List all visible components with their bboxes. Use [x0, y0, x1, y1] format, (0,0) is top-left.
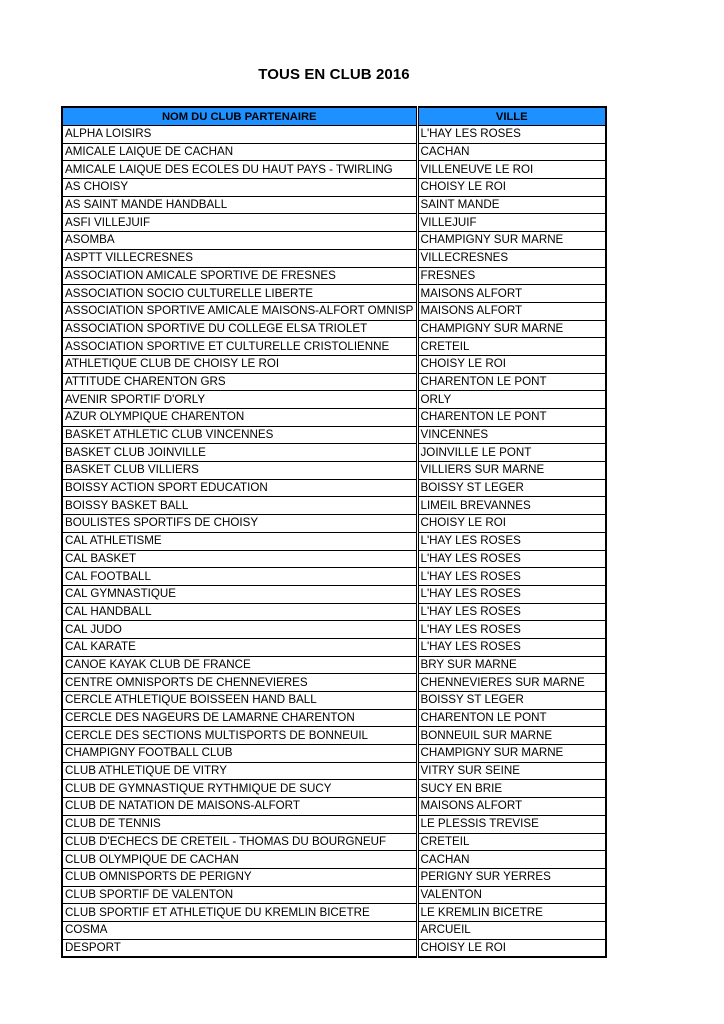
table-row [62, 214, 606, 232]
club-name-cell: CAL GYMNASTIQUE [62, 585, 417, 603]
city-cell: PERIGNY SUR YERRES [417, 868, 606, 886]
city-cell: SAINT MANDE [417, 196, 606, 214]
club-name-cell: BOULISTES SPORTIFS DE CHOISY [62, 515, 417, 533]
club-name-cell: AMICALE LAIQUE DE CACHAN [62, 143, 417, 161]
club-name-cell: ASFI VILLEJUIF [62, 214, 417, 232]
city-cell: CHENNEVIERES SUR MARNE [417, 674, 606, 692]
table-row [62, 939, 606, 957]
club-name-cell: CANOE KAYAK CLUB DE FRANCE [62, 656, 417, 674]
table-row [62, 656, 606, 674]
club-name-cell: CERCLE ATHLETIQUE BOISSEEN HAND BALL [62, 692, 417, 710]
city-cell: L'HAY LES ROSES [417, 638, 606, 656]
table-header-row [62, 107, 606, 126]
table-row [62, 232, 606, 250]
club-name-cell: COSMA [62, 921, 417, 939]
table-row [62, 674, 606, 692]
city-cell: LIMEIL BREVANNES [417, 497, 606, 515]
club-name-cell: CLUB OLYMPIQUE DE CACHAN [62, 851, 417, 869]
clubs-table [61, 106, 607, 958]
club-name-cell: CENTRE OMNISPORTS DE CHENNEVIERES [62, 674, 417, 692]
table-row [62, 302, 606, 320]
table-row [62, 621, 606, 639]
table-row [62, 267, 606, 285]
city-cell: L'HAY LES ROSES [417, 603, 606, 621]
table-row [62, 355, 606, 373]
table-row [62, 921, 606, 939]
city-cell: LE PLESSIS TREVISE [417, 815, 606, 833]
table-row [62, 126, 606, 144]
club-name-cell: CAL JUDO [62, 621, 417, 639]
table-row [62, 338, 606, 356]
table-row [62, 798, 606, 816]
table-row [62, 161, 606, 179]
city-cell: ARCUEIL [417, 921, 606, 939]
club-name-cell: BASKET CLUB VILLIERS [62, 462, 417, 480]
city-cell: VITRY SUR SEINE [417, 762, 606, 780]
club-name-cell: CLUB ATHLETIQUE DE VITRY [62, 762, 417, 780]
club-name-cell: AZUR OLYMPIQUE CHARENTON [62, 409, 417, 427]
city-cell: L'HAY LES ROSES [417, 126, 606, 144]
club-name-cell: DESPORT [62, 939, 417, 957]
table-row [62, 709, 606, 727]
table-row [62, 373, 606, 391]
club-name-cell: ASSOCIATION SPORTIVE ET CULTURELLE CRISTOLIENNE [62, 338, 417, 356]
club-name-cell: CAL HANDBALL [62, 603, 417, 621]
club-name-cell: CAL FOOTBALL [62, 568, 417, 586]
city-cell: BOISSY ST LEGER [417, 479, 606, 497]
club-name-cell: AMICALE LAIQUE DES ECOLES DU HAUT PAYS - TWIRLING [62, 161, 417, 179]
club-name-cell: CLUB SPORTIF DE VALENTON [62, 886, 417, 904]
table-row [62, 462, 606, 480]
table-row [62, 727, 606, 745]
city-cell: VILLIERS SUR MARNE [417, 462, 606, 480]
city-cell: VALENTON [417, 886, 606, 904]
city-cell: CHOISY LE ROI [417, 179, 606, 197]
club-name-cell: CERCLE DES NAGEURS DE LAMARNE CHARENTON [62, 709, 417, 727]
city-cell: SUCY EN BRIE [417, 780, 606, 798]
club-name-cell: BOISSY BASKET BALL [62, 497, 417, 515]
city-cell: CHAMPIGNY SUR MARNE [417, 320, 606, 338]
city-cell: VINCENNES [417, 426, 606, 444]
table-row [62, 868, 606, 886]
club-name-cell: ASPTT VILLECRESNES [62, 249, 417, 267]
table-row [62, 497, 606, 515]
club-name-cell: BOISSY ACTION SPORT EDUCATION [62, 479, 417, 497]
club-name-cell: ASSOCIATION SOCIO CULTURELLE LIBERTE [62, 285, 417, 303]
table-row [62, 179, 606, 197]
club-name-cell: CLUB DE GYMNASTIQUE RYTHMIQUE DE SUCY [62, 780, 417, 798]
table-row [62, 904, 606, 922]
city-cell: MAISONS ALFORT [417, 285, 606, 303]
table-row [62, 532, 606, 550]
table-row [62, 603, 606, 621]
column-header-city: VILLE [417, 107, 606, 126]
city-cell: FRESNES [417, 267, 606, 285]
table-row [62, 426, 606, 444]
club-name-cell: CAL KARATE [62, 638, 417, 656]
table-row [62, 851, 606, 869]
club-name-cell: CLUB DE TENNIS [62, 815, 417, 833]
club-name-cell: CAL BASKET [62, 550, 417, 568]
city-cell: CHOISY LE ROI [417, 355, 606, 373]
table-row [62, 886, 606, 904]
city-cell: VILLECRESNES [417, 249, 606, 267]
table-row [62, 444, 606, 462]
city-cell: CHARENTON LE PONT [417, 709, 606, 727]
club-name-cell: BASKET CLUB JOINVILLE [62, 444, 417, 462]
city-cell: BONNEUIL SUR MARNE [417, 727, 606, 745]
club-name-cell: CERCLE DES SECTIONS MULTISPORTS DE BONNEUIL [62, 727, 417, 745]
table-row [62, 815, 606, 833]
city-cell: CHOISY LE ROI [417, 939, 606, 957]
city-cell: BOISSY ST LEGER [417, 692, 606, 710]
city-cell: CHAMPIGNY SUR MARNE [417, 745, 606, 763]
club-name-cell: AVENIR SPORTIF D'ORLY [62, 391, 417, 409]
table-row [62, 780, 606, 798]
city-cell: CHARENTON LE PONT [417, 373, 606, 391]
city-cell: L'HAY LES ROSES [417, 568, 606, 586]
page-title: TOUS EN CLUB 2016 [258, 66, 410, 83]
table-row [62, 585, 606, 603]
table-row [62, 515, 606, 533]
column-header-club: NOM DU CLUB PARTENAIRE [62, 107, 417, 126]
city-cell: MAISONS ALFORT [417, 302, 606, 320]
city-cell: CRETEIL [417, 833, 606, 851]
table-row [62, 479, 606, 497]
city-cell: CACHAN [417, 143, 606, 161]
table-row [62, 320, 606, 338]
table-row [62, 745, 606, 763]
club-name-cell: ASOMBA [62, 232, 417, 250]
table-row [62, 196, 606, 214]
city-cell: BRY SUR MARNE [417, 656, 606, 674]
club-name-cell: AS SAINT MANDE HANDBALL [62, 196, 417, 214]
city-cell: L'HAY LES ROSES [417, 550, 606, 568]
table-row [62, 833, 606, 851]
table-row [62, 249, 606, 267]
city-cell: CHAMPIGNY SUR MARNE [417, 232, 606, 250]
city-cell: LE KREMLIN BICETRE [417, 904, 606, 922]
club-name-cell: ASSOCIATION AMICALE SPORTIVE DE FRESNES [62, 267, 417, 285]
club-name-cell: ATHLETIQUE CLUB DE CHOISY LE ROI [62, 355, 417, 373]
club-name-cell: CAL ATHLETISME [62, 532, 417, 550]
table-row [62, 391, 606, 409]
table-row [62, 762, 606, 780]
city-cell: ORLY [417, 391, 606, 409]
club-name-cell: CLUB D'ECHECS DE CRETEIL - THOMAS DU BOURGNEUF [62, 833, 417, 851]
table-row [62, 409, 606, 427]
club-name-cell: CLUB SPORTIF ET ATHLETIQUE DU KREMLIN BICETRE [62, 904, 417, 922]
table-row [62, 692, 606, 710]
table-body [62, 126, 606, 958]
club-name-cell: BASKET ATHLETIC CLUB VINCENNES [62, 426, 417, 444]
table-row [62, 550, 606, 568]
table-row [62, 568, 606, 586]
club-name-cell: CLUB DE NATATION DE MAISONS-ALFORT [62, 798, 417, 816]
club-name-cell: ATTITUDE CHARENTON GRS [62, 373, 417, 391]
city-cell: CACHAN [417, 851, 606, 869]
city-cell: JOINVILLE LE PONT [417, 444, 606, 462]
club-name-cell: CLUB OMNISPORTS DE PERIGNY [62, 868, 417, 886]
club-name-cell: CHAMPIGNY FOOTBALL CLUB [62, 745, 417, 763]
city-cell: CHOISY LE ROI [417, 515, 606, 533]
table-row [62, 638, 606, 656]
city-cell: L'HAY LES ROSES [417, 585, 606, 603]
club-name-cell: ASSOCIATION SPORTIVE DU COLLEGE ELSA TRIOLET [62, 320, 417, 338]
table-row [62, 143, 606, 161]
city-cell: CRETEIL [417, 338, 606, 356]
club-name-cell: ASSOCIATION SPORTIVE AMICALE MAISONS-ALFORT OMNISP [62, 302, 417, 320]
city-cell: VILLENEUVE LE ROI [417, 161, 606, 179]
city-cell: L'HAY LES ROSES [417, 532, 606, 550]
club-name-cell: AS CHOISY [62, 179, 417, 197]
city-cell: CHARENTON LE PONT [417, 409, 606, 427]
table-row [62, 285, 606, 303]
city-cell: MAISONS ALFORT [417, 798, 606, 816]
club-name-cell: ALPHA LOISIRS [62, 126, 417, 144]
city-cell: L'HAY LES ROSES [417, 621, 606, 639]
city-cell: VILLEJUIF [417, 214, 606, 232]
